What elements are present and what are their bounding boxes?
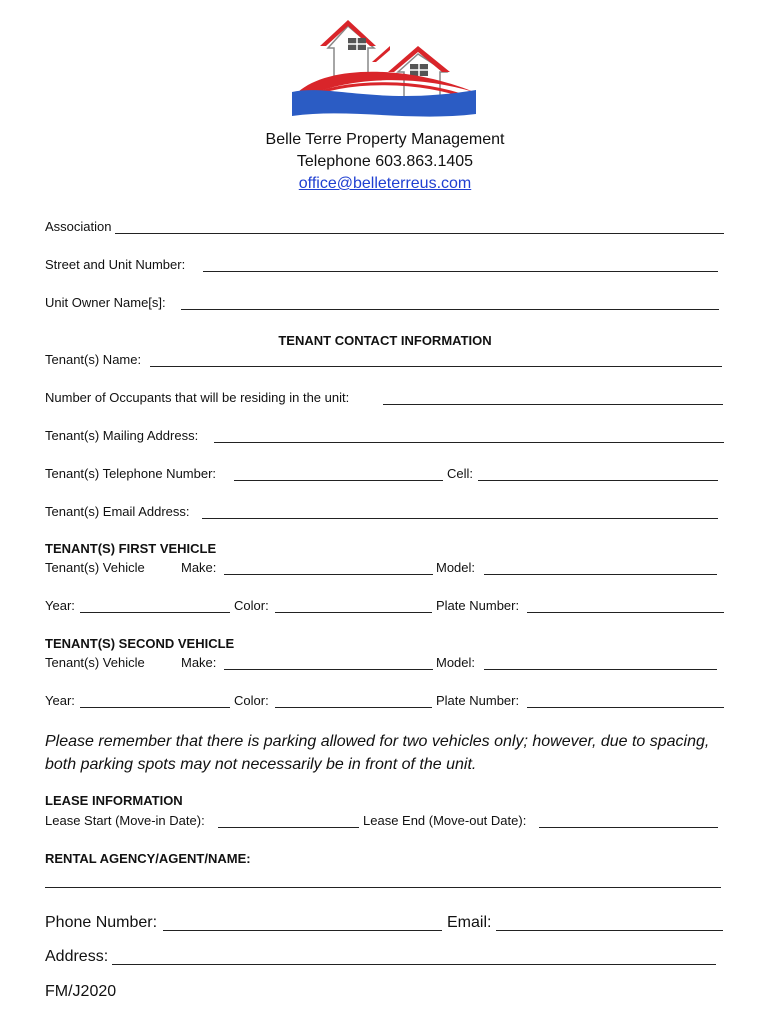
- first-vehicle-label: Tenant(s) Vehicle: [45, 560, 145, 575]
- tenant-telephone-field[interactable]: [234, 480, 443, 481]
- tenant-email-field[interactable]: [202, 518, 718, 519]
- tenant-email-label: Tenant(s) Email Address:: [45, 504, 190, 519]
- company-email-link[interactable]: office@belleterreus.com: [298, 175, 472, 192]
- agency-address-label: Address:: [45, 948, 109, 965]
- second-make-field[interactable]: [224, 669, 433, 670]
- parking-note: Please remember that there is parking allowed for two vehicles only; however, due to spacing, both parking spots may not necessarily be in front of the unit.: [45, 733, 710, 773]
- second-color-field[interactable]: [275, 707, 432, 708]
- agency-address-field[interactable]: [112, 964, 716, 965]
- second-model-label: Model:: [436, 655, 476, 670]
- agency-phone-field[interactable]: [163, 930, 442, 931]
- mailing-address-label: Tenant(s) Mailing Address:: [45, 428, 199, 443]
- first-plate-field[interactable]: [527, 612, 724, 613]
- first-year-field[interactable]: [80, 612, 230, 613]
- lease-end-label: Lease End (Move-out Date):: [363, 813, 527, 828]
- tenant-telephone-label: Tenant(s) Telephone Number:: [45, 466, 217, 481]
- second-vehicle-label: Tenant(s) Vehicle: [45, 655, 145, 670]
- cell-label: Cell:: [447, 466, 474, 481]
- lease-start-field[interactable]: [218, 827, 359, 828]
- occupants-field[interactable]: [383, 404, 723, 405]
- owner-names-label: Unit Owner Name[s]:: [45, 295, 166, 310]
- lease-start-label: Lease Start (Move-in Date):: [45, 813, 205, 828]
- second-make-label: Make:: [181, 655, 217, 670]
- second-plate-label: Plate Number:: [436, 693, 520, 708]
- street-unit-field[interactable]: [203, 271, 718, 272]
- second-plate-field[interactable]: [527, 707, 724, 708]
- agency-phone-label: Phone Number:: [45, 914, 158, 931]
- company-telephone: Telephone 603.863.1405: [296, 153, 474, 170]
- first-make-label: Make:: [181, 560, 217, 575]
- agency-email-field[interactable]: [496, 930, 723, 931]
- second-year-label: Year:: [45, 693, 75, 708]
- first-model-label: Model:: [436, 560, 476, 575]
- second-color-label: Color:: [234, 693, 269, 708]
- occupants-label: Number of Occupants that will be residing in the unit:: [45, 390, 350, 405]
- second-vehicle-heading: TENANT(S) SECOND VEHICLE: [45, 636, 235, 651]
- first-vehicle-heading: TENANT(S) FIRST VEHICLE: [45, 541, 217, 556]
- tenant-names-field[interactable]: [150, 366, 722, 367]
- tenant-section-heading: TENANT CONTACT INFORMATION: [278, 333, 492, 348]
- cell-field[interactable]: [478, 480, 718, 481]
- first-model-field[interactable]: [484, 574, 717, 575]
- lease-end-field[interactable]: [539, 827, 718, 828]
- lease-heading: LEASE INFORMATION: [45, 793, 183, 808]
- street-unit-label: Street and Unit Number:: [45, 257, 186, 272]
- first-make-field[interactable]: [224, 574, 433, 575]
- mailing-address-field[interactable]: [214, 442, 724, 443]
- first-plate-label: Plate Number:: [436, 598, 520, 613]
- second-model-field[interactable]: [484, 669, 717, 670]
- tenant-names-label: Tenant(s) Name:: [45, 352, 142, 367]
- company-email-row: [0, 173, 770, 195]
- form-code: FM/J2020: [45, 983, 117, 1000]
- association-field[interactable]: [115, 233, 724, 234]
- company-logo: [290, 14, 480, 122]
- agency-email-label: Email:: [447, 914, 492, 931]
- second-year-field[interactable]: [80, 707, 230, 708]
- owner-names-field[interactable]: [181, 309, 719, 310]
- association-label: Association: [45, 219, 112, 234]
- rental-agency-heading: RENTAL AGENCY/AGENT/NAME:: [45, 851, 251, 866]
- first-year-label: Year:: [45, 598, 75, 613]
- first-color-field[interactable]: [275, 612, 432, 613]
- first-color-label: Color:: [234, 598, 269, 613]
- rental-agency-field[interactable]: [45, 887, 721, 888]
- company-name: Belle Terre Property Management: [265, 131, 505, 148]
